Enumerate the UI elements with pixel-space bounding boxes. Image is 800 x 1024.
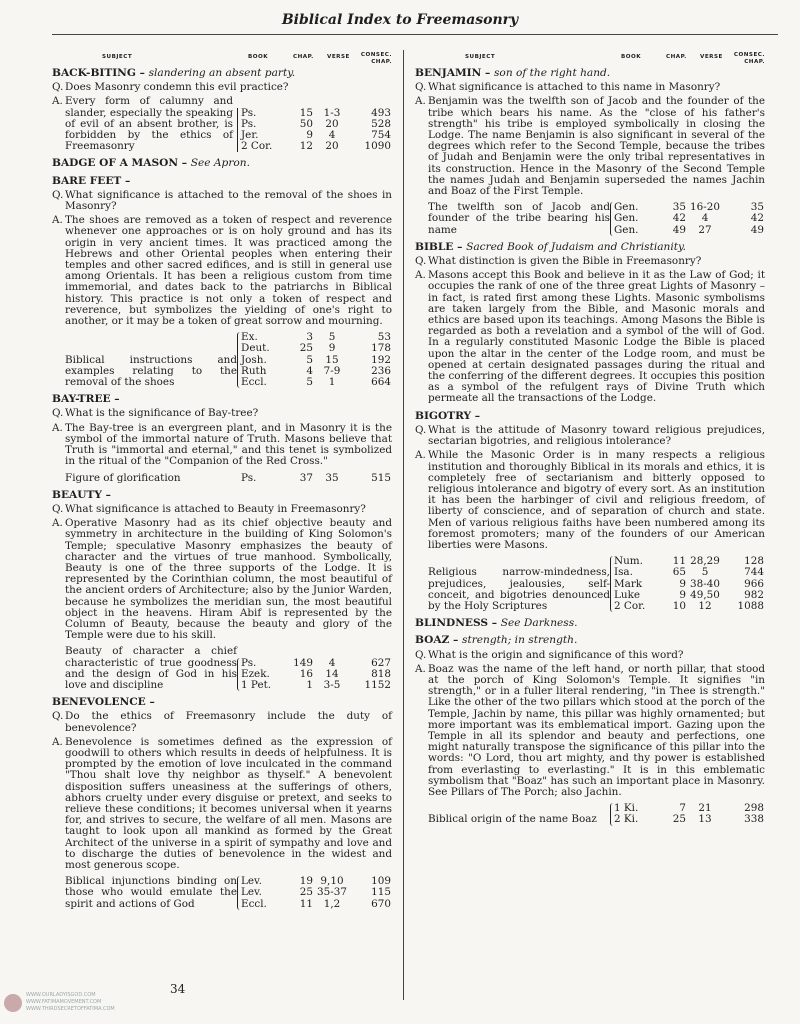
ref-chap: 25 [299,886,313,899]
ref-chap: 42 [672,212,686,225]
ref-list [610,202,765,236]
ref-chap: 9 [679,588,686,601]
answer: A. The Bay-tree is an evergreen plant, and in Masonry it is the symbol of the immortal nature of Truth. Masons believe that Truth is "immortal and eternal," and this tenet is symbolized in the ritual of the "Companion of the Red Cross." [52,421,392,468]
ref-chap: 149 [293,656,313,669]
ref-book: Num. [614,555,643,568]
entry-term: BAY-TREE – [52,393,120,406]
entry-term: BEAUTY – [52,488,111,501]
ref-row [241,473,392,484]
ref-book: 1 Ki. [614,802,639,815]
ref-book: Luke [614,588,641,601]
subject-header: SUBJECT [465,54,496,60]
ref-verse: 9 [328,342,336,355]
ref-row [241,108,392,119]
ref-row [614,814,765,825]
ref-verse: 28,29 [690,555,720,568]
ref-chap: 1 [306,678,313,691]
consec-header: CONSEC. CHAP. [360,52,392,65]
ref-verse: 1 [328,376,336,389]
question: Q. Do the ethics of Freemasonry include the duty of benevolence? [52,710,392,734]
ref-row [241,887,392,898]
ref-consec: 298 [744,802,764,815]
ref-consec: 818 [371,667,391,680]
ref-book: Lev. [241,875,262,888]
ref-chap: 16 [299,667,313,680]
ref-verse: 14 [325,667,339,680]
answer: A. While the Masonic Order is in many respects a religious institution and thoroughly Biblical in its morals and ethics, it is completely free of sectarianism and bitterly opposed to religious intolerance and bigotry of every sort. As an institution it has been the harbinger of civil and religious freedom, of liberty of conscience, and of separation of church and state. Men of various religious faiths have been numbered among its foremost promoters; many of the founders of our American liberties were Masons. [415,449,765,551]
reference-block: The twelfth son of Jacob and founder of the tribe bearing his name Gen. 35 16-20 35 Gen. 42 4 42 Gen. 49 27 49 [428,201,764,236]
reference-block: Biblical instructions and examples relating to the removal of the shoes Ex. 3 5 53 Deut. 25 9 178 Josh. 5 15 192 Ruth 4 7-9 236 Eccl. 5 1 664 [65,331,391,389]
question: Q. What significance is attached to the removal of the shoes in Masonry? [52,188,392,213]
entry-term: BENEVOLENCE – [52,696,155,709]
answer: A. Every form of calumny and slander, especially the speaking of evil of an absent brother, is forbidden by the ethics of Freemasonry Ps. 15 1-3 493 Ps. 50 20 528 Jer. 9 4 754 2 Cor. 12 20 1090 [52,95,391,153]
ref-consec: 49 [750,223,764,236]
ref-consec: 966 [744,577,764,590]
entry-term: BIGOTRY – [415,409,481,422]
ref-book: 2 Ki. [614,813,639,826]
ref-book: Eccl. [241,376,267,389]
ref-chap: 15 [299,106,313,119]
ref-book: Lev. [241,886,262,899]
ref-verse: 1,2 [323,897,341,910]
ref-verse: 1-3 [323,106,341,119]
ref-row [241,141,392,152]
ref-book: Ps. [241,471,257,484]
ref-consec: 664 [371,376,391,389]
ref-verse: 15 [325,353,339,366]
ref-book: 2 Cor. [614,599,646,612]
ref-chap: 4 [306,364,313,377]
ref-consec: 236 [371,364,391,377]
entry-benjamin [415,68,765,236]
ref-verse: 12 [698,599,712,612]
chap-header: CHAP. [293,54,314,60]
ref-consec: 1088 [737,599,764,612]
watermark [4,992,115,1013]
ref-consec: 528 [371,117,391,130]
ref-row [614,213,765,224]
ref-book: 1 Pet. [241,678,272,691]
ref-consec: 35 [750,201,764,214]
entry-term: BADGE OF A MASON – See Apron. [52,157,250,170]
ref-list [237,473,392,484]
subject-header: SUBJECT [102,54,133,60]
reference-block: Biblical origin of the name Boaz 1 Ki. 7 21 298 2 Ki. 25 13 338 [428,802,764,826]
ref-book: Ezek. [241,667,270,680]
answer: A. Benjamin was the twelfth son of Jacob and the founder of the tribe which bears his name. As the "close of his father's strength" his tribe is employed symbolically in closing the Lodge. The name Benjamin is also significant in several of the degrees which refer to the Second Temple, because the tribes of Judah and Benjamin were the only tribal representatives in its construction. Hence in the Masonry of the Second Temple the names Judah and Benjamin superseded the names Jachin and Boaz of the First Temple. [415,95,765,198]
ref-chap: 10 [672,599,686,612]
ref-chap: 9 [306,129,313,142]
ref-row [241,119,392,130]
answer: A. Benevolence is sometimes defined as the expression of goodwill to others which results in deeds of helpfulness. It is prompted by the emotion of love inculcated in the command "Thou shalt love thy neighbor as thyself." A benevolent disposition suffers uneasiness at the sufferings of others, abhors cruelty under every disguise or pretext, and seeks to relieve these conditions; it becomes universal when it yearns for, and strives to secure, the welfare of all men. Masons are taught to look upon all mankind as formed by the Great Architect of the universe in a spirit of sympathy and love and to discharge the duties of benevolence in the widest and most generous scope. [52,735,392,871]
ref-verse: 5 [328,331,336,344]
ref-book: Gen. [614,212,639,225]
entry-term: BLINDNESS – See Darkness. [415,617,578,630]
ref-verse: 35-37 [317,886,347,899]
ref-consec: 670 [371,897,391,910]
reference-block: Biblical injunctions binding on those who would emulate the spirit and actions of God Lev. 19 9,10 109 Lev. 25 35-37 115 Eccl. 11 1,2 670 [65,875,391,910]
ref-chap: 3 [306,331,313,344]
reference-block: Beauty of character a chief characteristic of true goodness and the design of God in his love and discipline Ps. 149 4 627 Ezek. 16 14 818 1 Pet. 1 3-5 1152 [65,645,391,691]
ref-chap: 5 [306,376,313,389]
entry-blindness [415,618,765,629]
ref-chap: 7 [679,802,686,815]
ref-row [614,601,765,612]
question: Q. What significance is attached to this name in Masonry? [415,81,721,94]
ref-list [237,332,392,388]
ref-consec: 754 [371,129,391,142]
entry-backbiting [52,68,392,152]
ref-consec: 115 [371,886,391,899]
entry-badge [52,158,392,169]
ref-list [610,556,765,612]
ref-row [614,556,765,567]
question: Q. Does Masonry condemn this evil practice? [52,81,289,94]
ref-row [614,567,765,578]
question: Q. What is the attitude of Masonry toward religious prejudices, sectarian bigotries, and religious intolerance? [415,423,765,448]
ref-row [241,899,392,910]
ref-list [237,876,392,910]
ref-verse: 27 [698,223,712,236]
entry-term: BIBLE – Sacred Book of Judaism and Christianity. [415,240,686,253]
ref-book: Deut. [241,342,270,355]
ref-book: Isa. [614,566,633,579]
logo-icon [4,994,22,1012]
ref-verse: 3-5 [323,678,341,691]
entry-bible [415,242,765,405]
verse-header: VERSE [700,54,723,60]
entry-term: BARE FEET – [52,174,131,187]
left-column [52,52,392,916]
answer: A. The shoes are removed as a token of respect and reverence whenever one approaches or is on holy ground and has its origin in very ancient times. It was practiced among the Hebrews and other Oriental peoples when entering their temples and other sacred edifices, and is still in general use among Orientals. It has been a religious custom from time immemorial, and dates back to the patriarchs in Biblical history. This practice is not only a token of respect and reverence, but symbolizes the yielding of one's right to another, or it may be a token of great sorrow and mourning. [52,214,392,328]
ref-consec: 515 [371,471,391,484]
ref-chap: 11 [672,555,686,568]
question: Q. What is the origin and significance of this word? [415,648,684,661]
ref-row [614,225,765,236]
ref-chap: 25 [672,813,686,826]
reference-block: Figure of glorification Ps. 37 35 515 [65,471,391,484]
ref-chap: 65 [672,566,686,579]
ref-consec: 53 [377,331,391,344]
ref-book: Mark [614,577,643,590]
watermark-line[interactable]: WWW.OURLADYISGOD.COM [26,992,96,998]
right-column [415,52,765,832]
ref-book: Ps. [241,117,257,130]
entry-bare-feet [52,176,392,389]
page-number: 34 [170,982,186,996]
ref-chap: 49 [672,223,686,236]
entry-beauty [52,490,392,691]
page-header [0,0,800,38]
entry-benevolence [52,697,392,910]
ref-verse: 4 [328,129,336,142]
ref-book: Ruth [241,364,267,377]
ref-book: 2 Cor. [241,140,273,153]
ref-consec: 493 [371,106,391,119]
ref-consec: 178 [371,342,391,355]
ref-verse: 5 [701,566,709,579]
entry-bay-tree [52,394,392,483]
header-rule [52,34,778,35]
table-header [52,52,392,66]
ref-book: Eccl. [241,897,267,910]
ref-consec: 627 [371,656,391,669]
ref-verse: 4 [701,212,709,225]
ref-chap: 37 [299,471,313,484]
book-header: BOOK [248,54,269,60]
column-divider [403,50,404,1000]
ref-book: Ex. [241,331,258,344]
ref-chap: 9 [679,577,686,590]
ref-consec: 192 [371,353,391,366]
answer: A. Boaz was the name of the left hand, or north pillar, that stood at the porch of King Solomon's Temple. It signifies "in strength," or in a fuller literal rendering, "in Thee is strength." Like the other of the two pillars which stood at the porch of the Temple, Jachin by name, this pillar was highly ornamented; but more important was its emblematical import. Gazing upon the Temple in all its splendor and beauty and perfections, one might naturally transpose the significance of this pillar into the words: "O Lord, thou art mighty, and thy power is established from everlasting to everlasting." It is in this emblematic symbolism that "Boaz" has such an important place in Masonry. See Pillars of The Porch; also Jachin. [415,662,765,798]
entry-term: BOAZ – strength; in strength. [415,634,578,647]
ref-consec: 42 [750,212,764,225]
question: Q. What is the significance of Bay-tree? [52,407,259,420]
answer: A. Operative Masonry had as its chief objective beauty and symmetry in architecture in the building of King Solomon's Temple; speculative Masonry emphasizes the beauty of character and the virtues of true manhood. Symbolically, Beauty is one of the three supports of the Lodge. It is represented by the Corinthian column, the most beautiful of the ancient orders of Architecture; also by the Junior Warden, because he symbolizes the meridian sun, the most beautiful object in the heavens. Hiram Abif is represented by the Column of Beauty, because the beauty and glory of the Temple were due to his skill. [52,517,392,642]
ref-consec: 109 [371,875,391,888]
table-header [415,52,765,66]
entry-boaz [415,635,765,825]
ref-verse: 49,50 [690,588,720,601]
ref-row [241,343,392,354]
ref-chap: 25 [299,342,313,355]
ref-row [241,377,392,388]
ref-list [237,658,392,692]
ref-verse: 20 [325,140,339,153]
question: Q. What distinction is given the Bible in Freemasonry? [415,255,702,268]
watermark-lines [26,992,115,1013]
ref-chap: 19 [299,875,313,888]
ref-book: Jer. [241,129,259,142]
consec-header: CONSEC. CHAP. [733,52,765,65]
ref-list [237,108,392,153]
ref-chap: 5 [306,353,313,366]
ref-consec: 1152 [364,678,391,691]
ref-verse: 21 [698,802,712,815]
ref-consec: 338 [744,813,764,826]
watermark-line[interactable]: WWW.THIRDSECRETOFFATIMA.COM [26,1006,115,1012]
entry-term: BACK-BITING – slandering an absent party. [52,67,296,79]
book-header: BOOK [621,54,642,60]
ref-consec: 1090 [364,140,391,153]
watermark-line[interactable]: WWW.FATIMAMOVEMENT.COM [26,999,102,1005]
ref-book: Gen. [614,201,639,214]
ref-consec: 982 [744,588,764,601]
question: Q. What significance is attached to Beauty in Freemasonry? [52,502,366,515]
ref-verse: 7-9 [323,364,341,377]
entry-bigotry [415,411,765,612]
verse-header: VERSE [327,54,350,60]
ref-chap: 50 [299,117,313,130]
ref-verse: 9,10 [320,875,344,888]
entry-term: BENJAMIN – son of the right hand. [415,67,611,79]
ref-verse: 4 [328,656,336,669]
ref-book: Ps. [241,106,257,119]
ref-book: Josh. [241,353,267,366]
ref-verse: 35 [325,471,339,484]
ref-book: Ps. [241,656,257,669]
ref-verse: 38-40 [690,577,720,590]
ref-verse: 20 [325,117,339,130]
ref-consec: 128 [744,555,764,568]
page-title: Biblical Index to Freemasonry [281,12,519,28]
ref-list [610,803,765,825]
ref-book: Gen. [614,223,639,236]
ref-chap: 11 [299,897,313,910]
reference-block: Religious narrow-mindedness, prejudices, jealousies, self-conceit, and bigotries denounced by the Holy Scriptures Num. 11 28,29 128 Isa. 65 5 744 Mark 9 38-40 966 Luke 9 49,50 982 2 Cor. 10 12 1088 [428,555,764,612]
ref-consec: 744 [744,566,764,579]
answer: A. Masons accept this Book and believe in it as the Law of God; it occupies the rank of one of the three great Lights of Masonry – in fact, is rated first among these Lights. Masonic symbolisms are taken largely from the Bible, and Masonic morals and ethics are based upon its teachings. Among Masons the Bible is regarded as both a revelation and a symbol of the will of God. In a regularly constituted Masonic Lodge the Bible is placed upon the altar in the center of the Lodge room, and must be opened at certain designated passages during the ritual and the conferring of the different degrees. It occupies this position as a symbol of the refulgent rays of Divine Truth which permeate all the transactions of the Lodge. [415,269,765,405]
ref-chap: 35 [672,201,686,214]
ref-chap: 12 [299,140,313,153]
ref-row [241,680,392,691]
ref-verse: 13 [698,813,712,826]
chap-header: CHAP. [666,54,687,60]
ref-verse: 16-20 [690,201,720,214]
